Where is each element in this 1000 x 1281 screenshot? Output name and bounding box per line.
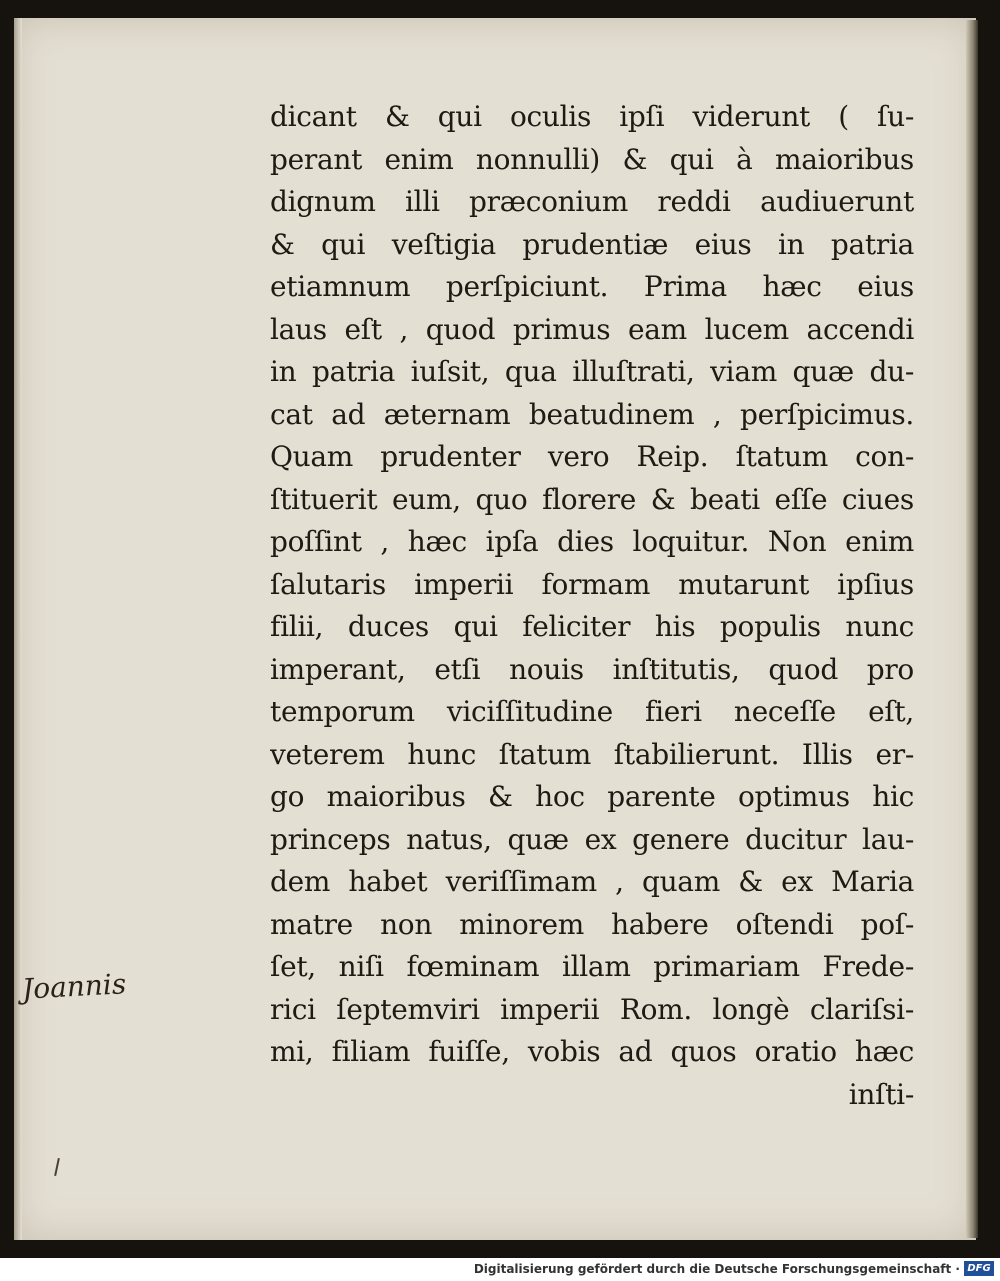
text-line: cat ad æternam beatudinem , perſpicimus. [270,397,914,431]
text-line: go maioribus & hoc parente optimus hic [270,780,914,813]
text-line: perant enim nonnulli) & qui à maioribus [270,142,914,176]
catchword: inſti- [848,1077,914,1111]
margin-note: Joannis [21,967,127,1006]
text-line: in patria iuſsit, qua illuſtrati, viam quæ du- [270,355,914,388]
page-edge-left [14,18,22,1240]
text-line: rici ſeptemviri imperii Rom. longè clariſsi- [270,992,914,1026]
text-line: dignum illi præconium reddi audiuerunt [270,185,914,218]
text-line: laus eſt , quod primus eam lucem accendi [270,312,914,346]
text-line: filii, duces qui feliciter his populis nunc [270,610,914,643]
text-line: ſtituerit eum, quo florere & beati eſſe ciues [270,482,914,516]
text-line: dem habet veriſſimam , quam & ex Maria [270,865,914,898]
text-line: dicant & qui oculis ipſi viderunt ( ſu- [270,100,914,133]
text-line: veterem hunc ſtatum ſtabilierunt. Illis er- [270,737,914,771]
text-line: temporum viciſſitudine fieri neceſſe eſt, [270,695,914,728]
footer-credit: Digitalisierung gefördert durch die Deutsche Forschungsgemeinschaft · [473,1262,960,1276]
page-edge-right [966,20,978,1238]
text-line: ſalutaris imperii formam mutarunt ipſius [270,567,914,601]
text-line: ſet, niſi fœminam illam primariam Frede- [270,950,914,983]
text-line: mi, filiam fuiſſe, vobis ad quos oratio hæc [270,1035,914,1068]
text-line: etiamnum perſpiciunt. Prima hæc eius [270,270,914,303]
text-line: imperant, etſi nouis inſtitutis, quod pro [270,652,914,686]
body-text [270,96,914,1116]
text-line: Quam prudenter vero Reip. ſtatum con- [270,440,914,473]
text-line: & qui veſtigia prudentiæ eius in patria [270,227,914,261]
dfg-logo-icon: DFG [964,1261,994,1276]
text-line: matre non minorem habere oſtendi poſ- [270,907,914,941]
text-line: princeps natus, quæ ex genere ducitur lau- [270,822,914,856]
text-line: poſſint , hæc ipſa dies loquitur. Non enim [270,525,914,558]
